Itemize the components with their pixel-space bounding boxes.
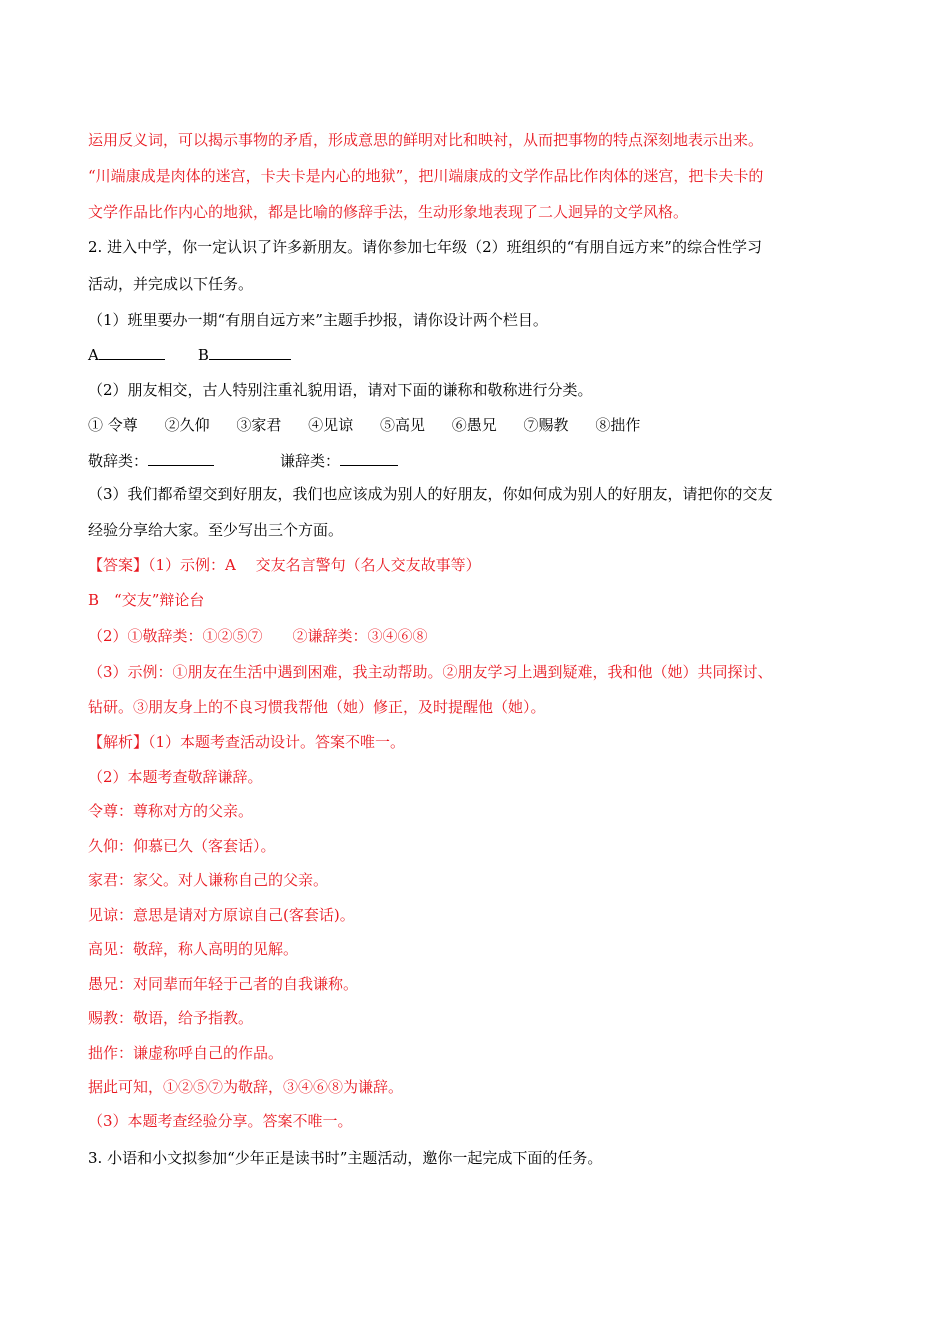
humble-label: 谦辞类： [280,452,341,470]
analysis-line-3: 令尊：尊称对方的父亲。 [88,802,254,820]
term-item: ① 令尊 [88,416,138,434]
respect-blank-field[interactable] [148,450,214,466]
blank-b-field[interactable] [209,344,291,360]
blank-a-field[interactable] [99,344,165,360]
answer-line-4: （3）示例：①朋友在生活中遇到困难，我主动帮助。②朋友学习上遇到疑难，我和他（她）共同探讨、 [88,663,773,681]
blank-a-label: A [88,346,99,364]
question-2-sub-3-line-2: 经验分享给大家。至少写出三个方面。 [88,521,344,539]
question-2-sub-2: （2）朋友相交，古人特别注重礼貌用语，请对下面的谦称和敬称进行分类。 [88,381,593,399]
analysis-line-9: 赐教：敬语，给予指教。 [88,1009,254,1027]
analysis-line-10: 拙作：谦虚称呼自己的作品。 [88,1044,284,1062]
answer-line-3: （2）①敬辞类：①②⑤⑦ ②谦辞类：③④⑥⑧ [88,627,428,645]
answer-line-1: 【答案】（1）示例：A 交友名言警句（名人交友故事等） [88,556,481,574]
analysis-line-1: 【解析】（1）本题考查活动设计。答案不唯一。 [88,733,406,751]
analysis-line-7: 高见：敬辞，称人高明的见解。 [88,940,299,958]
question-3-stem: 3. 小语和小文拟参加“少年正是读书时”主题活动，邀你一起完成下面的任务。 [88,1149,603,1167]
column-blanks-row [88,344,291,364]
question-2-sub-1: （1）班里要办一期“有朋自远方来”主题手抄报，请你设计两个栏目。 [88,311,548,329]
term-item: ④见谅 [308,416,354,434]
term-items-row [88,415,662,435]
intro-answer-line-1: 运用反义词，可以揭示事物的矛盾，形成意思的鲜明对比和映衬，从而把事物的特点深刻地表示出来。 [88,131,764,149]
term-item: ⑤高见 [379,416,425,434]
answer-line-5: 钻研。③朋友身上的不良习惯我帮他（她）修正，及时提醒他（她）。 [88,698,546,716]
analysis-line-6: 见谅：意思是请对方原谅自己(客套话)。 [88,906,355,924]
term-item: ③家君 [236,416,282,434]
analysis-line-5: 家君：家父。对人谦称自己的父亲。 [88,871,329,889]
question-2-stem-line-1: 2. 进入中学，你一定认识了许多新朋友。请你参加七年级（2）班组织的“有朋自远方来”的综合性学习 [88,238,762,256]
analysis-line-11: 据此可知，①②⑤⑦为敬辞，③④⑥⑧为谦辞。 [88,1078,404,1096]
question-2-stem-line-2: 活动，并完成以下任务。 [88,275,254,293]
analysis-line-2: （2）本题考查敬辞谦辞。 [88,768,263,786]
term-item: ⑧拙作 [595,416,641,434]
intro-answer-line-2: “川端康成是肉体的迷宫，卡夫卡是内心的地狱”，把川端康成的文学作品比作肉体的迷宫，把卡夫卡的 [88,167,764,185]
analysis-line-8: 愚兄：对同辈而年轻于己者的自我谦称。 [88,975,359,993]
term-item: ⑥愚兄 [451,416,497,434]
analysis-line-12: （3）本题考查经验分享。答案不唯一。 [88,1112,353,1130]
intro-answer-line-3: 文学作品比作内心的地狱，都是比喻的修辞手法，生动形象地表现了二人迥异的文学风格。 [88,203,689,221]
humble-blank-field[interactable] [340,450,398,466]
analysis-line-4: 久仰：仰慕已久（客套话）。 [88,837,276,855]
term-item: ②久仰 [164,416,210,434]
respect-label: 敬辞类： [88,452,149,470]
question-2-sub-3-line-1: （3）我们都希望交到好朋友，我们也应该成为别人的好朋友，你如何成为别人的好朋友，请把你的交友 [88,485,773,503]
answer-line-2: B “交友”辩论台 [88,591,205,609]
blank-b-label: B [197,346,209,364]
term-item: ⑦赐教 [523,416,569,434]
classification-blanks-row [88,450,398,470]
